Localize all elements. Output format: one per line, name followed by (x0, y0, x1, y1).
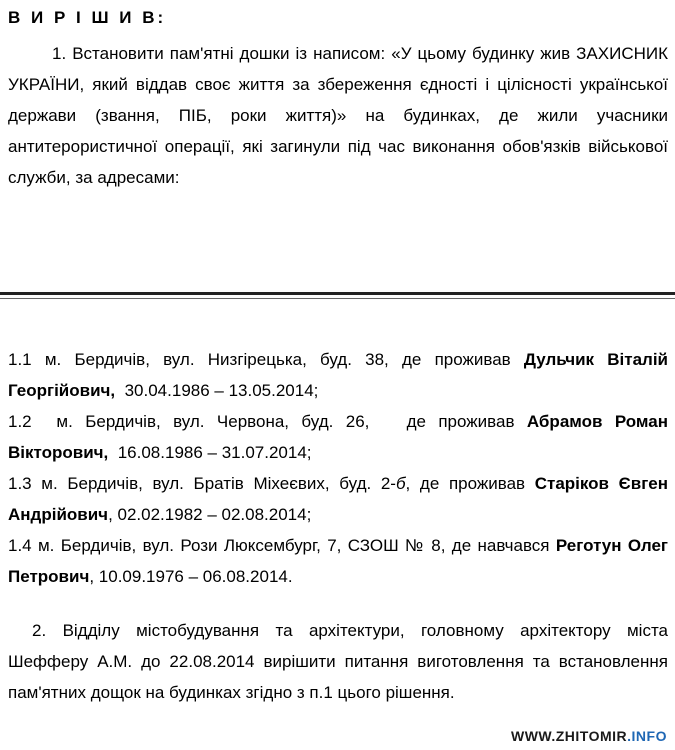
item-separator (115, 381, 124, 400)
item-address: 1.3 м. Бердичів, вул. Братів Міхеєвих, буд. 2- (8, 474, 396, 493)
item-person-name: Старіков Євген Андрійович (8, 474, 669, 524)
item-dates: 16.08.1986 – 31.07.2014; (117, 443, 312, 462)
paragraph-2: 2. Відділу містобудування та архітектури, головному архітектору міста Шефферу А.М. до 22.08.2014 вирішити питання виготовлення та встановлення пам'ятних дощок на будинках згідно з п.1 цього рішення. (8, 621, 668, 702)
item-separator (108, 443, 117, 462)
list-item (8, 344, 668, 406)
item-address: 1.2 м. Бердичів, вул. Червона, буд. 26, де проживав (8, 412, 527, 431)
item-person-name: Реготун Олег Петрович (8, 536, 668, 586)
site-watermark (507, 726, 671, 746)
item-person-name: Дульчик Віталій Георгійович, (8, 350, 668, 400)
item-dates: 30.04.1986 – 13.05.2014; (124, 381, 319, 400)
separator-line-thin (0, 298, 675, 299)
list-item (8, 468, 668, 530)
item-address-tail: , де проживав (405, 474, 535, 493)
item-address: 1.4 м. Бердичів, вул. Рози Люксембург, 7, СЗОШ № 8, де навчався (8, 536, 556, 555)
separator-line-thick (0, 292, 675, 295)
paragraph-1: 1. Встановити пам'ятні дошки із написом: «У цьому будинку жив ЗАХИСНИК УКРАЇНИ, який віддав своє життя за збереження єдності і цілісності української держави (звання, ПІБ, роки життя)» на будинках, де жили учасники антитерористичної операції, які загинули під час виконання обов'язків військової служби, за адресами: (8, 44, 668, 187)
item-dates: 10.09.1976 – 06.08.2014. (98, 567, 293, 586)
item-address: 1.1 м. Бердичів, вул. Низгірецька, буд. 38, де проживав (8, 350, 524, 369)
item-address-italic: б (395, 474, 406, 493)
address-list (8, 344, 668, 592)
watermark-tld: .INFO (627, 728, 667, 744)
decision-heading: В И Р І Ш И В: (8, 8, 167, 27)
item-person-name: Абрамов Роман Вікторович, (8, 412, 668, 462)
item-separator: , (89, 567, 99, 586)
watermark-domain: WWW.ZHITOMIR (510, 728, 628, 744)
list-item (8, 530, 668, 592)
list-item (8, 406, 668, 468)
item-dates: 02.02.1982 – 02.08.2014; (117, 505, 312, 524)
item-separator: , (108, 505, 118, 524)
